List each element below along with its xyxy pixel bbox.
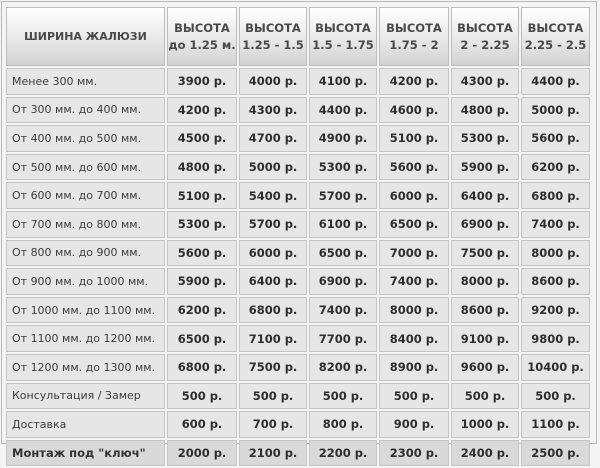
price-cell: 7400 р. [521,211,590,238]
table-row [6,240,590,267]
price-cell: 5000 р. [239,154,307,181]
column-header-height-6: ВЫСОТА 2.25 - 2.5 [521,7,590,66]
price-cell: 2100 р. [239,440,307,467]
price-cell: 5000 р. [521,97,590,124]
price-cell: 2400 р. [451,440,519,467]
price-cell: 7500 р. [451,240,519,267]
price-cell: 6500 р. [379,211,449,238]
row-label: Консультация / Замер [6,383,165,410]
price-cell: 10400 р. [521,354,590,381]
price-cell: 6500 р. [309,240,377,267]
price-cell: 4200 р. [379,68,449,95]
price-cell: 5700 р. [239,211,307,238]
price-cell: 6100 р. [309,211,377,238]
price-cell: 4800 р. [167,154,237,181]
price-cell: 4600 р. [379,97,449,124]
price-cell: 1000 р. [451,411,519,438]
table-row [6,125,590,152]
price-cell: 5400 р. [239,182,307,209]
price-cell: 800 р. [309,411,377,438]
price-cell: 4300 р. [451,68,519,95]
price-cell: 700 р. [239,411,307,438]
price-cell: 9100 р. [451,325,519,352]
price-cell: 6000 р. [379,182,449,209]
price-cell: 4000 р. [239,68,307,95]
column-header-width: ШИРИНА ЖАЛЮЗИ [6,7,165,66]
price-cell: 9200 р. [521,297,590,324]
price-cell: 600 р. [167,411,237,438]
price-cell: 5300 р. [451,125,519,152]
row-label: От 1200 мм. до 1300 мм. [6,354,165,381]
price-table-frame [1,1,597,461]
price-cell: 8000 р. [451,268,519,295]
price-cell: 4100 р. [309,68,377,95]
price-table-body [6,68,590,466]
price-cell: 4200 р. [167,97,237,124]
price-cell: 7500 р. [239,354,307,381]
table-row [6,68,590,95]
column-header-height-2: ВЫСОТА 1.25 - 1.5 [239,7,307,66]
price-cell: 6200 р. [521,154,590,181]
row-label: Доставка [6,411,165,438]
price-cell: 5600 р. [521,125,590,152]
price-cell: 8200 р. [309,354,377,381]
price-cell: 4500 р. [167,125,237,152]
price-cell: 6800 р. [521,182,590,209]
price-cell: 8600 р. [451,297,519,324]
table-row [6,354,590,381]
row-label: От 700 мм. до 800 мм. [6,211,165,238]
price-cell: 4900 р. [309,125,377,152]
price-cell: 500 р. [451,383,519,410]
table-row [6,182,590,209]
price-cell: 3900 р. [167,68,237,95]
table-row [6,440,590,467]
row-label: Менее 300 мм. [6,68,165,95]
price-cell: 500 р. [309,383,377,410]
price-cell: 4400 р. [521,68,590,95]
column-header-height-5: ВЫСОТА 2 - 2.25 [451,7,519,66]
price-cell: 2500 р. [521,440,590,467]
table-row [6,325,590,352]
price-cell: 2200 р. [309,440,377,467]
row-label: От 600 мм. до 700 мм. [6,182,165,209]
table-row [6,154,590,181]
price-cell: 4800 р. [451,97,519,124]
row-label: Монтаж под "ключ" [6,440,165,467]
price-cell: 9800 р. [521,325,590,352]
price-cell: 6500 р. [167,325,237,352]
price-cell: 1100 р. [521,411,590,438]
price-cell: 500 р. [379,383,449,410]
price-cell: 4300 р. [239,97,307,124]
price-cell: 8000 р. [521,240,590,267]
price-cell: 8900 р. [379,354,449,381]
price-cell: 6400 р. [239,268,307,295]
row-label: От 300 мм. до 400 мм. [6,97,165,124]
price-cell: 6900 р. [309,268,377,295]
price-cell: 5300 р. [309,154,377,181]
row-label: От 1000 мм. до 1100 мм. [6,297,165,324]
price-cell: 6800 р. [239,297,307,324]
price-cell: 7700 р. [309,325,377,352]
price-cell: 5900 р. [167,268,237,295]
price-cell: 6800 р. [167,354,237,381]
price-cell: 8600 р. [521,268,590,295]
price-cell: 5900 р. [451,154,519,181]
price-cell: 6400 р. [451,182,519,209]
price-cell: 6900 р. [451,211,519,238]
row-label: От 900 мм. до 1000 мм. [6,268,165,295]
price-cell: 5100 р. [379,125,449,152]
price-cell: 5600 р. [167,240,237,267]
row-label: От 1100 мм. до 1200 мм. [6,325,165,352]
price-cell: 500 р. [239,383,307,410]
table-row [6,268,590,295]
price-cell: 900 р. [379,411,449,438]
price-cell: 7400 р. [309,297,377,324]
column-header-height-4: ВЫСОТА 1.75 - 2 [379,7,449,66]
price-cell: 2300 р. [379,440,449,467]
price-cell: 2000 р. [167,440,237,467]
price-cell: 7100 р. [239,325,307,352]
row-label: От 800 мм. до 900 мм. [6,240,165,267]
price-cell: 5100 р. [167,182,237,209]
table-row [6,383,590,410]
price-cell: 4700 р. [239,125,307,152]
price-cell: 7400 р. [379,268,449,295]
column-header-height-3: ВЫСОТА 1.5 - 1.75 [309,7,377,66]
price-cell: 500 р. [521,383,590,410]
price-cell: 8000 р. [379,297,449,324]
price-cell: 8400 р. [379,325,449,352]
price-cell: 5600 р. [379,154,449,181]
header-row [6,7,590,66]
table-row [6,297,590,324]
table-row [6,97,590,124]
row-label: От 500 мм. до 600 мм. [6,154,165,181]
price-cell: 500 р. [167,383,237,410]
price-cell: 9600 р. [451,354,519,381]
price-cell: 5300 р. [167,211,237,238]
price-cell: 4400 р. [309,97,377,124]
price-cell: 6200 р. [167,297,237,324]
price-table [4,5,592,468]
table-row [6,211,590,238]
price-cell: 5700 р. [309,182,377,209]
table-row [6,411,590,438]
price-cell: 7000 р. [379,240,449,267]
row-label: От 400 мм. до 500 мм. [6,125,165,152]
price-cell: 6000 р. [239,240,307,267]
column-header-height-1: ВЫСОТА до 1.25 м. [167,7,237,66]
